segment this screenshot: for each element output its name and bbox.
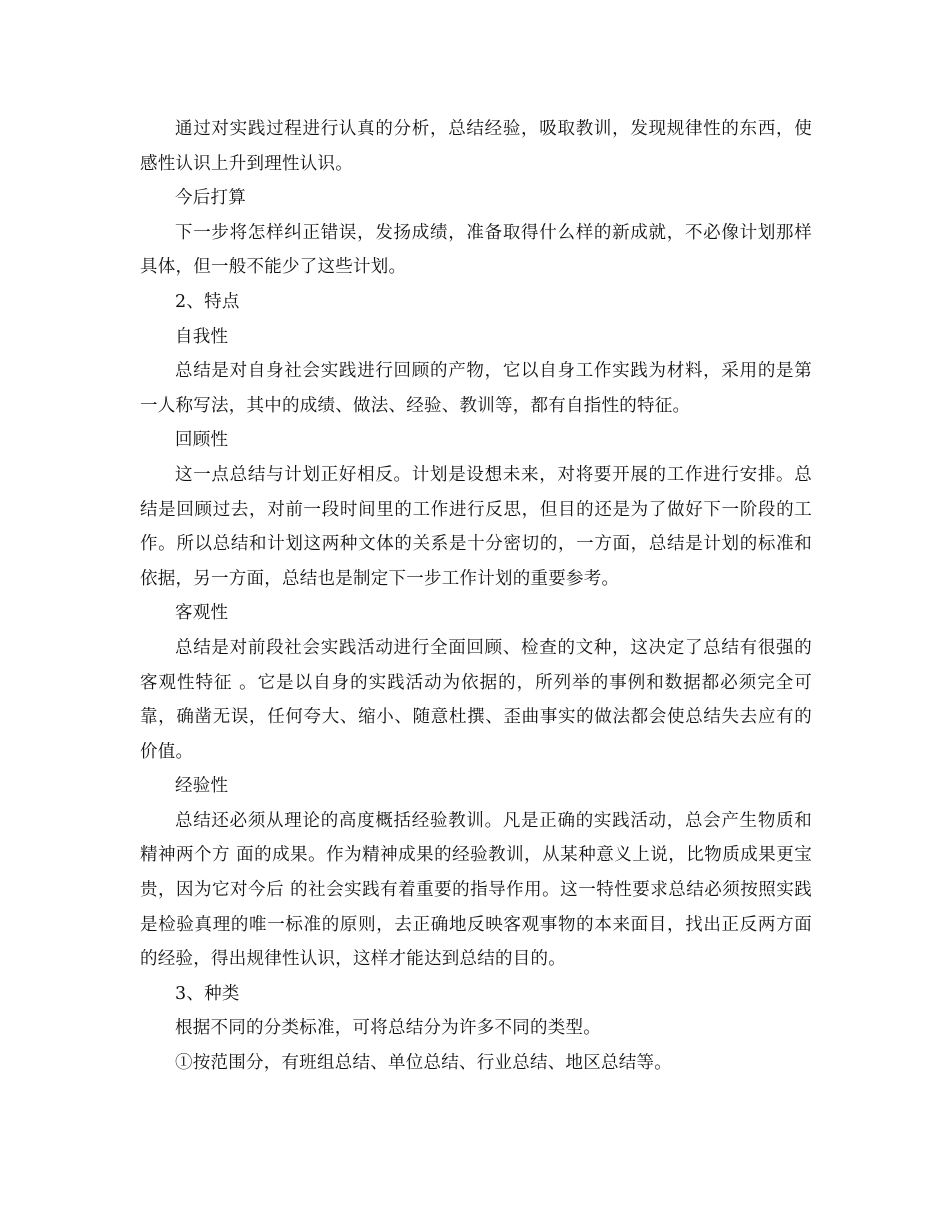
heading-future-plans: 今后打算 (175, 188, 246, 209)
paragraph-practice-analysis: 通过对实践过程进行认真的分析，总结经验，吸取教训，发现规律性的东西，使感性认识上升到理性认识。 (140, 119, 812, 174)
heading-experience: 经验性 (175, 776, 229, 797)
heading-self-reference: 自我性 (175, 326, 229, 347)
paragraph-self-reference: 总结是对自身社会实践进行回顾的产物，它以自身工作实践为材料，采用的是第一人称写法，其中的成绩、做法、经验、教训等，都有自指性的特征。 (140, 361, 812, 416)
section-heading-characteristics: 2、特点 (175, 291, 240, 312)
paragraph-next-steps: 下一步将怎样纠正错误，发扬成绩，准备取得什么样的新成就，不必像计划那样具体，但一般不能少了这些计划。 (140, 222, 812, 278)
paragraph-classification: 根据不同的分类标准，可将总结分为许多不同的类型。 (175, 1018, 601, 1039)
heading-objectivity: 客观性 (175, 603, 229, 624)
document-body (140, 112, 812, 1081)
heading-retrospective: 回顾性 (175, 430, 229, 451)
paragraph-retrospective: 这一点总结与计划正好相反。计划是设想未来，对将要开展的工作进行安排。总结是回顾过去，对前一段时间里的工作进行反思，但目的还是为了做好下一阶段的工作。所以总结和计划这两种文体的关系是十分密切的，一方面，总结是计划的标准和依据，另一方面，总结也是制定下一步工作计划的重要参考。 (140, 464, 812, 589)
paragraph-experience: 总结还必须从理论的高度概括经验教训。凡是正确的实践活动，总会产生物质和精神两个方 面的成果。作为精神成果的经验教训，从某种意义上说，比物质成果更宝贵，因为它对今后 的社会实践有着重要的指导作用。这一特性要求总结必须按照实践是检验真理的唯一标准的原则，去正确地反映客观事物的本来面目，找出正反两方面的经验，得出规律性认识，这样才能达到总结的目的。 (140, 810, 812, 970)
paragraph-objectivity: 总结是对前段社会实践活动进行全面回顾、检查的文种，这决定了总结有很强的客观性特征 。它是以自身的实践活动为依据的，所列举的事例和数据都必须完全可靠，确凿无误，任何夸大、缩小、随意杜撰、歪曲事实的做法都会使总结失去应有的价值。 (140, 637, 812, 762)
section-heading-types: 3、种类 (175, 983, 240, 1004)
list-item-by-scope: ①按范围分，有班组总结、单位总结、行业总结、地区总结等。 (175, 1053, 672, 1074)
